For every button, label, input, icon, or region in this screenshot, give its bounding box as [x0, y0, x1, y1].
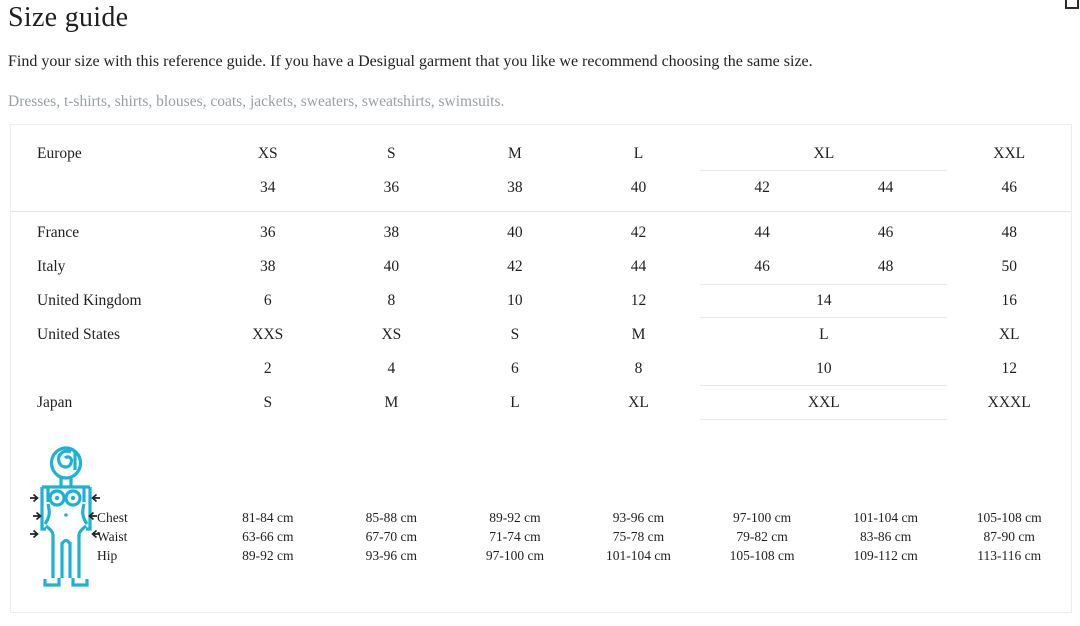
table-row-japan: [11, 386, 1071, 420]
region-label: France: [37, 224, 80, 241]
size-cell: XXXL: [987, 394, 1031, 411]
measurement-cell: 63-66 cm: [242, 528, 294, 544]
measurement-cell: 89-92 cm: [489, 509, 541, 525]
size-cell: M: [631, 326, 646, 343]
size-cell: 12: [1001, 360, 1017, 377]
size-cell: 40: [507, 224, 523, 241]
size-cell: 44: [754, 224, 770, 241]
intro-text: Find your size with this reference guide. If you have a Desigual garment that you like we recommend choosing the same size.: [8, 53, 813, 70]
size-cell: M: [384, 394, 399, 411]
size-cell: 38: [260, 258, 276, 275]
table-row-france: [11, 216, 1071, 250]
size-cell: L: [510, 394, 520, 411]
size-cell: 38: [507, 179, 523, 196]
measurement-label: Chest: [97, 509, 128, 525]
size-cell: 10: [507, 292, 523, 309]
measurement-label: Hip: [97, 547, 118, 563]
measurement-cell: 67-70 cm: [365, 528, 418, 544]
size-cell: XL: [998, 326, 1020, 343]
size-cell: 42: [630, 224, 647, 241]
measurement-cell: 87-90 cm: [983, 528, 1035, 544]
header-separator: [11, 211, 1071, 212]
size-cell: 42: [754, 179, 770, 196]
measurement-row-waist: [11, 527, 1071, 546]
size-cell-merged: 14: [700, 284, 947, 318]
measurement-cell: 79-82 cm: [736, 528, 788, 544]
region-label: Europe: [37, 145, 82, 162]
table-row-europe-numbers: [11, 171, 1071, 205]
size-cell: 6: [511, 360, 519, 377]
size-cell: 48: [877, 258, 894, 275]
size-cell: 8: [634, 360, 643, 377]
measurement-cell: 101-104 cm: [853, 509, 919, 525]
size-cell: 8: [387, 292, 396, 309]
region-label: United States: [37, 326, 121, 343]
table-row-united-states: [11, 318, 1071, 352]
size-cell: 50: [1001, 258, 1017, 275]
size-cell-merged: XXL: [700, 386, 947, 420]
region-label: United Kingdom: [37, 292, 142, 309]
size-cell: 4: [387, 360, 396, 377]
size-cell: 2: [263, 360, 272, 377]
size-cell: 6: [263, 292, 272, 309]
spacer: [11, 420, 1071, 508]
measurement-row-hip: [11, 546, 1071, 565]
measurement-cell: 97-100 cm: [733, 509, 792, 525]
region-label: Italy: [37, 258, 66, 275]
measurement-cell: 113-116 cm: [977, 547, 1042, 563]
size-cell: 12: [630, 292, 647, 309]
table-row-united-kingdom: [11, 284, 1071, 318]
measurement-cell: 93-96 cm: [612, 509, 665, 525]
measurement-cell: 71-74 cm: [489, 528, 541, 544]
size-cell: 46: [877, 224, 894, 241]
measurement-cell: 83-86 cm: [859, 528, 912, 544]
measurement-cell: 85-88 cm: [365, 509, 418, 525]
measurement-cell: 105-108 cm: [729, 547, 795, 563]
measurement-cell: 89-92 cm: [242, 547, 294, 563]
size-cell: 36: [260, 224, 276, 241]
size-cell: 44: [630, 258, 647, 275]
table-row-europe-sizes: [11, 137, 1071, 171]
size-cell: 16: [1001, 292, 1017, 309]
size-cell: M: [508, 145, 522, 162]
size-cell: S: [263, 394, 273, 411]
measurement-cell: 75-78 cm: [612, 528, 665, 544]
measurement-label: Waist: [97, 528, 128, 544]
measurement-cell: 101-104 cm: [606, 547, 671, 563]
size-guide-table: [10, 124, 1072, 613]
page-header: [0, 0, 1080, 111]
size-cell-merged: 10: [700, 352, 947, 386]
size-cell: S: [387, 145, 396, 162]
table-row-united-states-numbers: [11, 352, 1071, 386]
size-cell: 40: [630, 179, 647, 196]
size-cell: 46: [1001, 179, 1017, 196]
size-cell: XS: [381, 326, 402, 343]
size-cell-merged: XL: [700, 137, 947, 171]
region-label: Japan: [37, 394, 73, 411]
page-title: Size guide: [8, 2, 129, 33]
size-cell: XXL: [993, 145, 1026, 162]
size-cell: S: [510, 326, 520, 343]
table-row-italy: [11, 250, 1071, 284]
size-cell: 48: [1001, 224, 1017, 241]
measurement-cell: 81-84 cm: [242, 509, 294, 525]
size-cell: XXS: [252, 326, 284, 343]
size-cell: 42: [507, 258, 523, 275]
size-cell: XL: [628, 394, 649, 411]
size-cell: L: [633, 145, 644, 162]
mannequin-figure-icon: [28, 445, 102, 595]
size-cell: 36: [383, 179, 400, 196]
garment-categories: Dresses, t-shirts, shirts, blouses, coats, jackets, sweaters, sweatshirts, swimsuits.: [8, 93, 505, 110]
size-cell: 46: [754, 258, 770, 275]
measurement-cell: 97-100 cm: [485, 547, 544, 563]
measurement-cell: 93-96 cm: [365, 547, 418, 563]
measurement-row-chest: [11, 508, 1071, 527]
size-cell: XS: [257, 145, 278, 162]
measurement-cell: 105-108 cm: [976, 509, 1042, 525]
size-cell: 40: [383, 258, 400, 275]
close-icon[interactable]: [1065, 0, 1079, 9]
size-cell: 44: [877, 179, 894, 196]
measurement-cell: 109-112 cm: [853, 547, 918, 563]
size-cell: 34: [260, 179, 276, 196]
size-cell-merged: L: [819, 326, 829, 343]
size-cell: 38: [383, 224, 400, 241]
